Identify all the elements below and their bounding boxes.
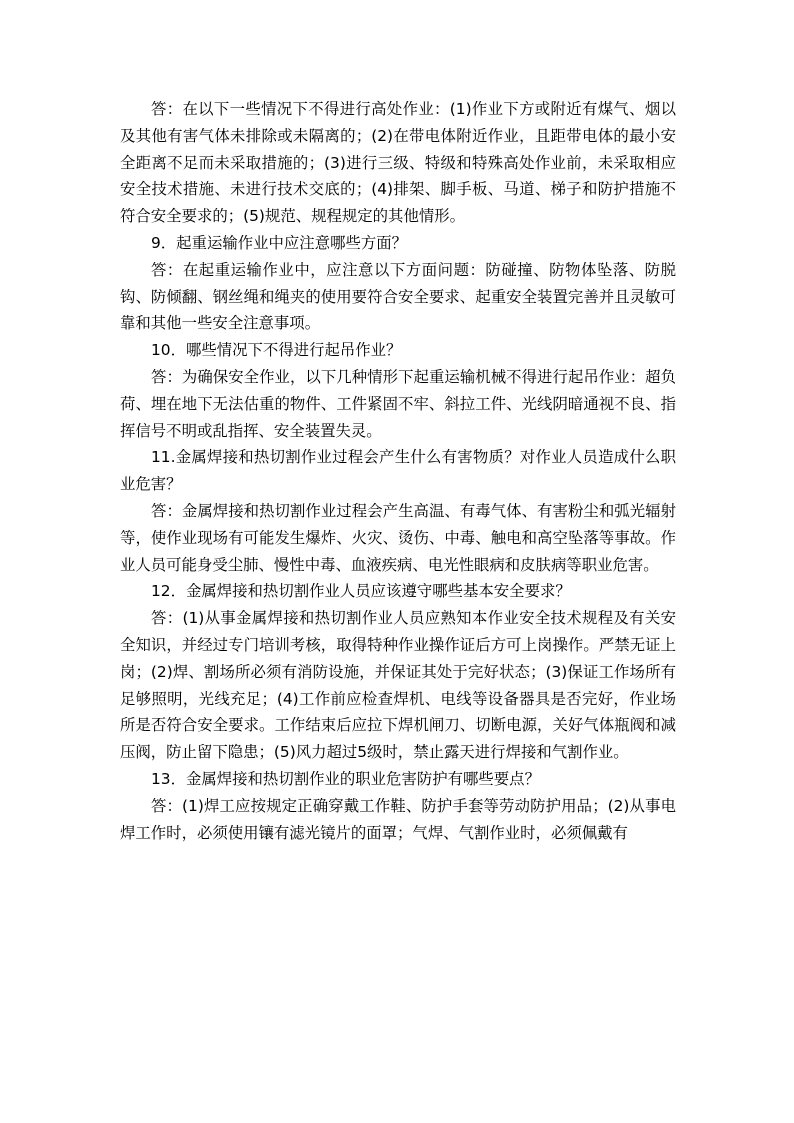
question-paragraph: 12．金属焊接和热切割作业人员应该遵守哪些基本安全要求？ <box>151 582 571 601</box>
answer-paragraph: 答：在起重运输作业中，应注意以下方面问题：防碰撞、防物体坠落、防脱钩、防倾翻、钢丝绳和绳夹的使用要符合安全要求、起重安全装置完善并且灵敏可靠和其他一些安全注意事项。 <box>120 260 676 333</box>
answer-paragraph: 答：金属焊接和热切割作业过程会产生高温、有毒气体、有害粉尘和弧光辐射等，使作业现场有可能发生爆炸、火灾、烫伤、中毒、触电和高空坠落等事故。作业人员可能身受尘肺、慢性中毒、血液疾病、电光性眼病和皮肤病等职业危害。 <box>120 501 676 574</box>
question-paragraph: 9．起重运输作业中应注意哪些方面？ <box>151 233 408 252</box>
question-paragraph: 13．金属焊接和热切割作业的职业危害防护有哪些要点？ <box>151 769 540 788</box>
answer-paragraph: 答：(1)焊工应按规定正确穿戴工作鞋、防护手套等劳动防护用品；(2)从事电焊工作时，必须使用镶有滤光镜片的面罩；气焊、气割作业时，必须佩戴有 <box>120 796 676 842</box>
answer-paragraph: 答：在以下一些情况下不得进行高处作业：(1)作业下方或附近有煤气、烟以及其他有害气体未排除或未隔离的；(2)在带电体附近作业，且距带电体的最小安全距离不足而未采取措施的；(3)进行三级、特级和特殊高处作业前，未采取相应安全技术措施、未进行技术交底的；(4)排架、脚手板、马道、梯子和防护措施不符合安全要求的；(5)规范、规程规定的其他情形。 <box>120 100 676 226</box>
question-paragraph: 11.金属焊接和热切割作业过程会产生什么有害物质？对作业人员造成什么职业危害？ <box>120 448 676 494</box>
document-body <box>120 96 676 846</box>
question-paragraph: 10．哪些情况下不得进行起吊作业？ <box>151 341 402 360</box>
answer-paragraph: 答：(1)从事金属焊接和热切割作业人员应熟知本作业安全技术规程及有关安全知识，并经过专门培训考核，取得特种作业操作证后方可上岗操作。严禁无证上岗；(2)焊、割场所必须有消防设施，并保证其处于完好状态；(3)保证工作场所有足够照明，光线充足；(4)工作前应检查焊机、电线等设备器具是否完好，作业场所是否符合安全要求。工作结束后应拉下焊机闸刀、切断电源，关好气体瓶阀和减压阀，防止留下隐患；(5)风力超过5级时，禁止露天进行焊接和气割作业。 <box>120 609 676 762</box>
answer-paragraph: 答：为确保安全作业，以下几种情形下起重运输机械不得进行起吊作业：超负荷、埋在地下无法估重的物件、工件紧固不牢、斜拉工件、光线阴暗通视不良、指挥信号不明或乱指挥、安全装置失灵。 <box>120 367 676 440</box>
